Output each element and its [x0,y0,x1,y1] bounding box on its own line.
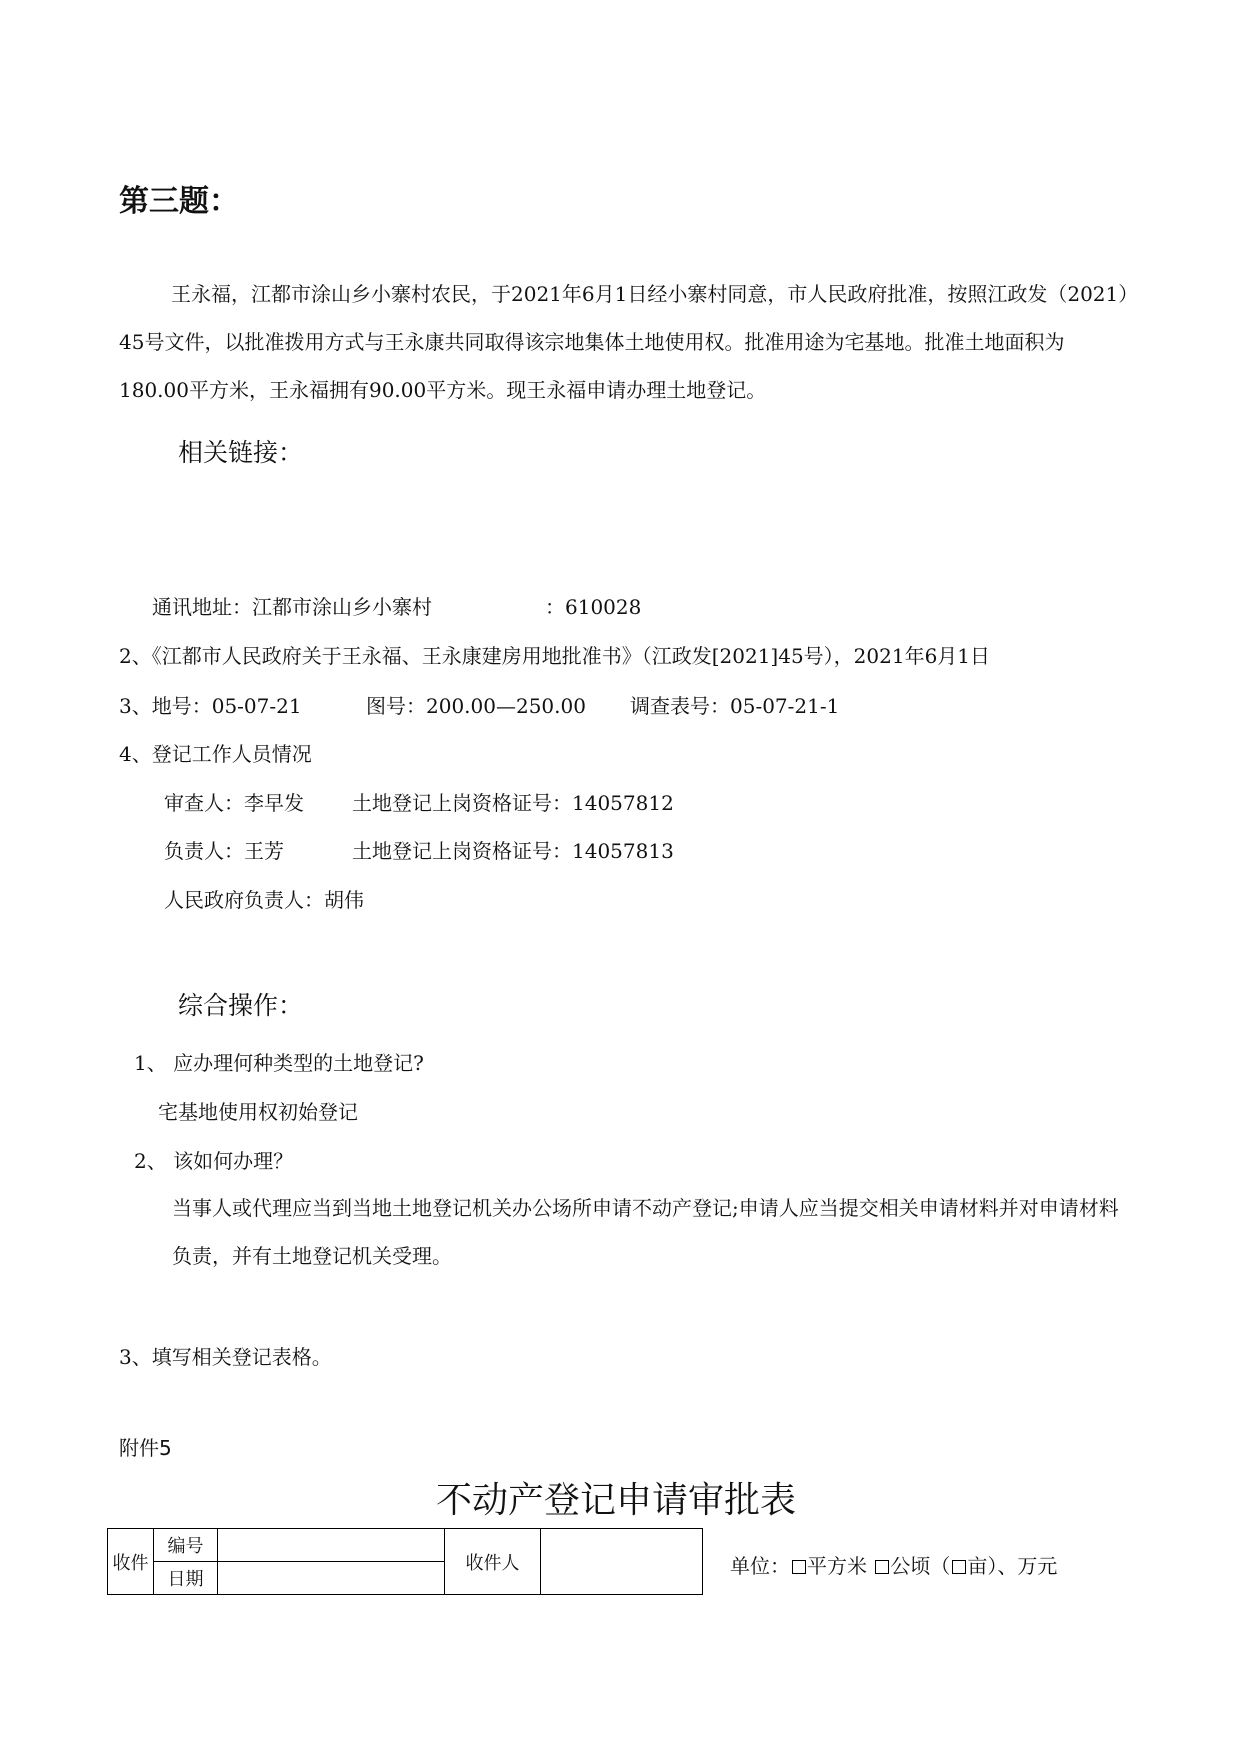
links-heading: 相关链接： [178,438,304,467]
unit-square-meter: 平方米 [807,1554,867,1578]
number-field[interactable] [218,1529,445,1562]
unit-mu: 亩）、万元 [967,1554,1058,1578]
receipt-cell: 收件 [108,1529,154,1595]
question-1: 1、 应办理何种类型的土地登记? [134,1051,424,1075]
attachment-label: 附件5 [119,1436,172,1460]
item-land-number: 3、地号：05-07-21 [119,694,302,718]
ops-heading: 综合操作： [178,991,304,1020]
date-field[interactable] [218,1562,445,1595]
postcode: ：610028 [545,595,642,619]
item-survey-number: 调查表号：05-07-21-1 [630,694,840,718]
item-map-number: 图号：200.00—250.00 [366,694,586,718]
form-title: 不动产登记申请审批表 [436,1480,797,1521]
staff-manager-cert: 土地登记上岗资格证号：14057813 [352,839,674,863]
checkbox-hectare[interactable] [875,1560,889,1574]
receiver-field[interactable] [541,1529,703,1595]
item-staff: 4、登记工作人员情况 [119,742,312,766]
item-approval-document: 2、《江都市人民政府关于王永福、王永康建房用地批准书》（江政发[2021]45号），2021年6月1日 [119,644,991,668]
answer-2: 当事人或代理应当到当地土地登记机关办公场所申请不动产登记;申请人应当提交相关申请材料并对申请材料负责，并有土地登记机关受理。 [172,1196,1119,1268]
answer-1: 宅基地使用权初始登记 [158,1100,358,1124]
question-3: 3、填写相关登记表格。 [119,1345,332,1369]
checkbox-mu[interactable] [952,1560,966,1574]
question-title: 第三题： [119,184,239,219]
intro-paragraph: 王永福，江都市涂山乡小寨村农民，于2021年6月1日经小寨村同意，市人民政府批准，按照江政发（2021）45号文件，以批准拨用方式与王永康共同取得该宗地集体土地使用权。批准用途为宅基地。批准土地面积为180.00平方米，王永福拥有90.00平方米。现王永福申请办理土地登记。 [119,282,1129,402]
staff-gov: 人民政府负责人：胡伟 [164,888,364,912]
unit-hectare: 公顷（ [890,1554,951,1578]
receiver-label: 收件人 [445,1529,541,1595]
question-2: 2、 该如何办理？ [134,1149,294,1173]
number-label: 编号 [154,1529,218,1562]
registration-form-table [107,1528,703,1595]
date-label: 日期 [154,1562,218,1595]
staff-reviewer-cert: 土地登记上岗资格证号：14057812 [352,791,674,815]
unit-selector [730,1550,1057,1579]
staff-reviewer: 审查人：李早发 [164,791,304,815]
address-line: 通讯地址：江都市涂山乡小寨村 [152,595,432,619]
checkbox-square-meter[interactable] [792,1560,806,1574]
staff-manager: 负责人：王芳 [164,839,284,863]
unit-label: 单位： [730,1554,790,1578]
